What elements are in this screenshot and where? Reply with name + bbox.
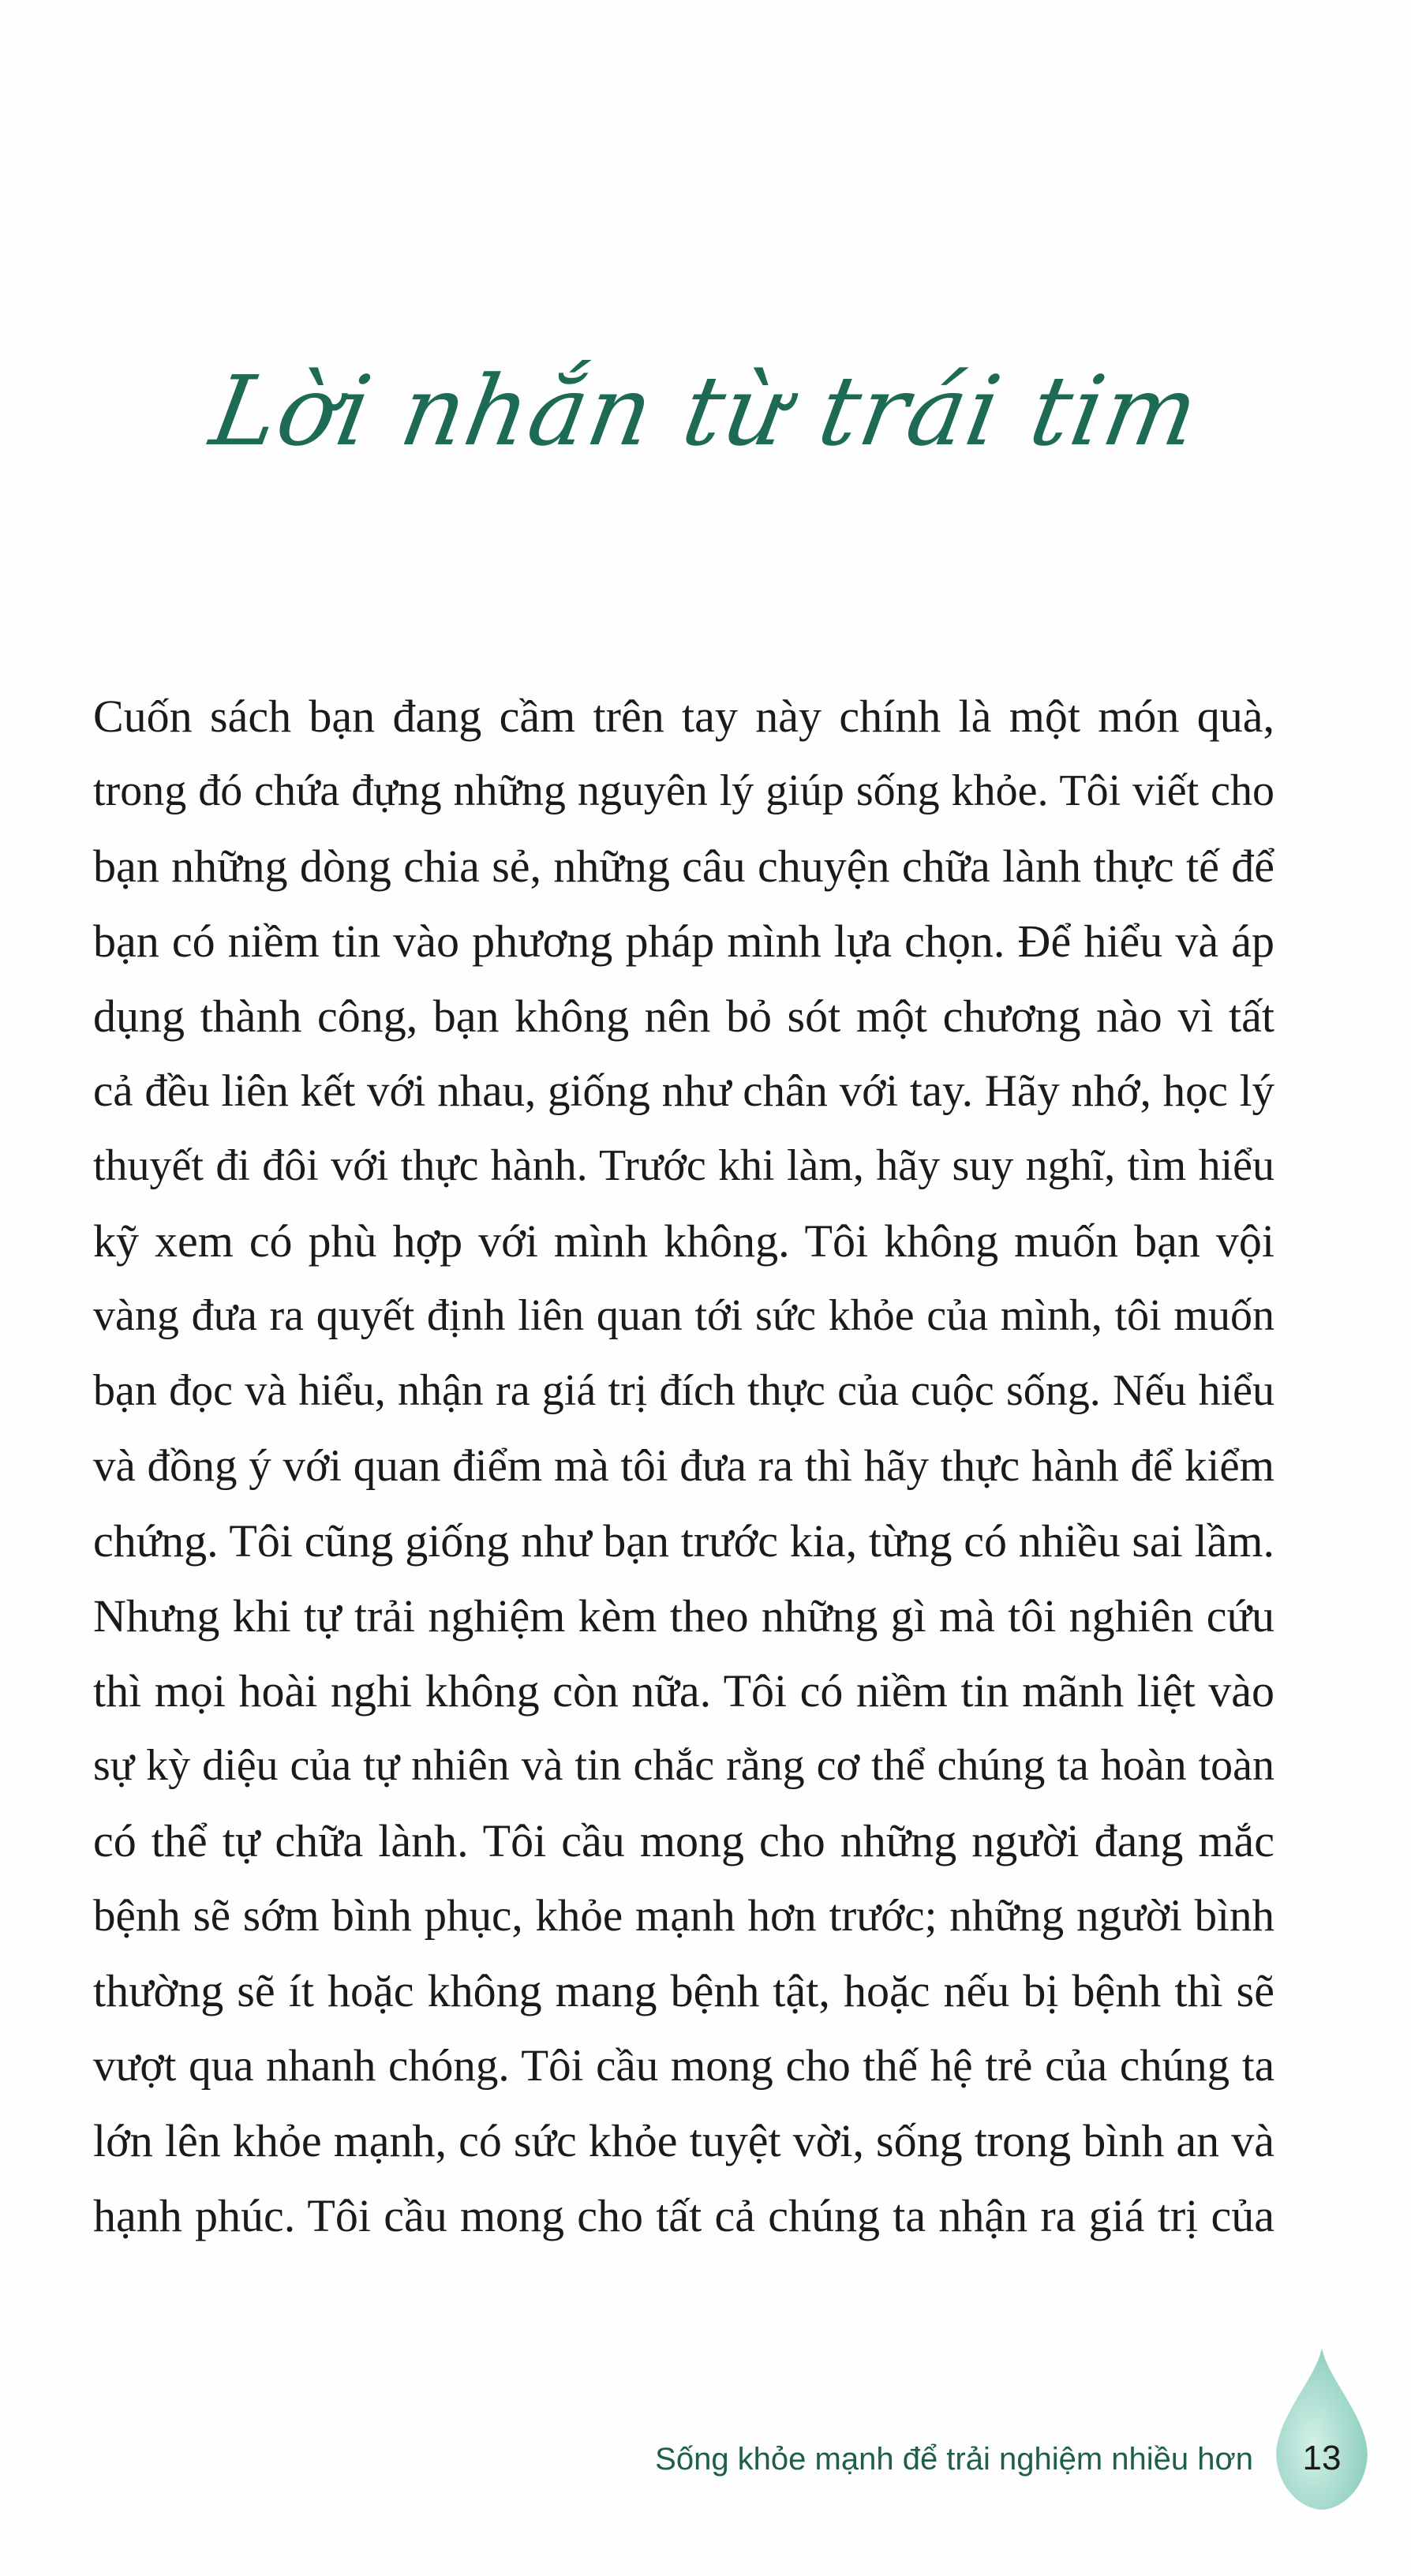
footer-book-title: Sống khỏe mạnh để trải nghiệm nhiều hơn <box>655 2442 1253 2477</box>
page-number: 13 <box>1302 2439 1342 2477</box>
body-line: Cuốn sách bạn đang cầm trên tay này chính là một món quà, <box>93 691 1274 742</box>
body-line: bạn những dòng chia sẻ, những câu chuyện chữa lành thực tế để <box>93 841 1274 892</box>
page-number-badge <box>1271 2348 1373 2514</box>
body-line: vượt qua nhanh chóng. Tôi cầu mong cho thế hệ trẻ của chúng ta <box>93 2041 1274 2091</box>
body-line: dụng thành công, bạn không nên bỏ sót một chương nào vì tất <box>93 990 1274 1042</box>
body-line: trong đó chứa đựng những nguyên lý giúp sống khỏe. Tôi viết cho <box>93 766 1274 815</box>
body-line: chứng. Tôi cũng giống như bạn trước kia, từng có nhiều sai lầm. <box>93 1515 1274 1567</box>
water-drop-icon <box>1271 2348 1373 2514</box>
body-line: hạnh phúc. Tôi cầu mong cho tất cả chúng ta nhận ra giá trị của <box>93 2190 1274 2241</box>
body-line: thuyết đi đôi với thực hành. Trước khi làm, hãy suy nghĩ, tìm hiểu <box>93 1141 1274 1190</box>
body-line: lớn lên khỏe mạnh, có sức khỏe tuyệt vời, sống trong bình an và <box>93 2115 1274 2166</box>
body-line: bạn có niềm tin vào phương pháp mình lựa chọn. Để hiểu và áp <box>93 915 1274 967</box>
body-line: sự kỳ diệu của tự nhiên và tin chắc rằng cơ thể chúng ta hoàn toàn <box>93 1741 1274 1790</box>
body-text <box>93 679 1274 2253</box>
body-line: bạn đọc và hiểu, nhận ra giá trị đích thực của cuộc sống. Nếu hiểu <box>93 1366 1274 1415</box>
body-line: có thể tự chữa lành. Tôi cầu mong cho những người đang mắc <box>93 1815 1274 1866</box>
body-line: cả đều liên kết với nhau, giống như chân với tay. Hãy nhớ, học lý <box>93 1066 1274 1116</box>
body-line: vàng đưa ra quyết định liên quan tới sức khỏe của mình, tôi muốn <box>93 1291 1274 1340</box>
body-line: thì mọi hoài nghi không còn nữa. Tôi có niềm tin mãnh liệt vào <box>93 1665 1274 1717</box>
body-line: bệnh sẽ sớm bình phục, khỏe mạnh hơn trước; những người bình <box>93 1891 1274 1941</box>
body-line: Nhưng khi tự trải nghiệm kèm theo những gì mà tôi nghiên cứu <box>93 1590 1274 1642</box>
body-line: và đồng ý với quan điểm mà tôi đưa ra thì hãy thực hành để kiểm <box>93 1441 1274 1491</box>
body-line: kỹ xem có phù hợp với mình không. Tôi không muốn bạn vội <box>93 1215 1274 1267</box>
chapter-title: Lời nhắn từ trái tim <box>203 355 1208 467</box>
page-footer <box>0 2423 1411 2518</box>
body-line: thường sẽ ít hoặc không mang bệnh tật, hoặc nếu bị bệnh thì sẽ <box>93 1965 1274 2016</box>
